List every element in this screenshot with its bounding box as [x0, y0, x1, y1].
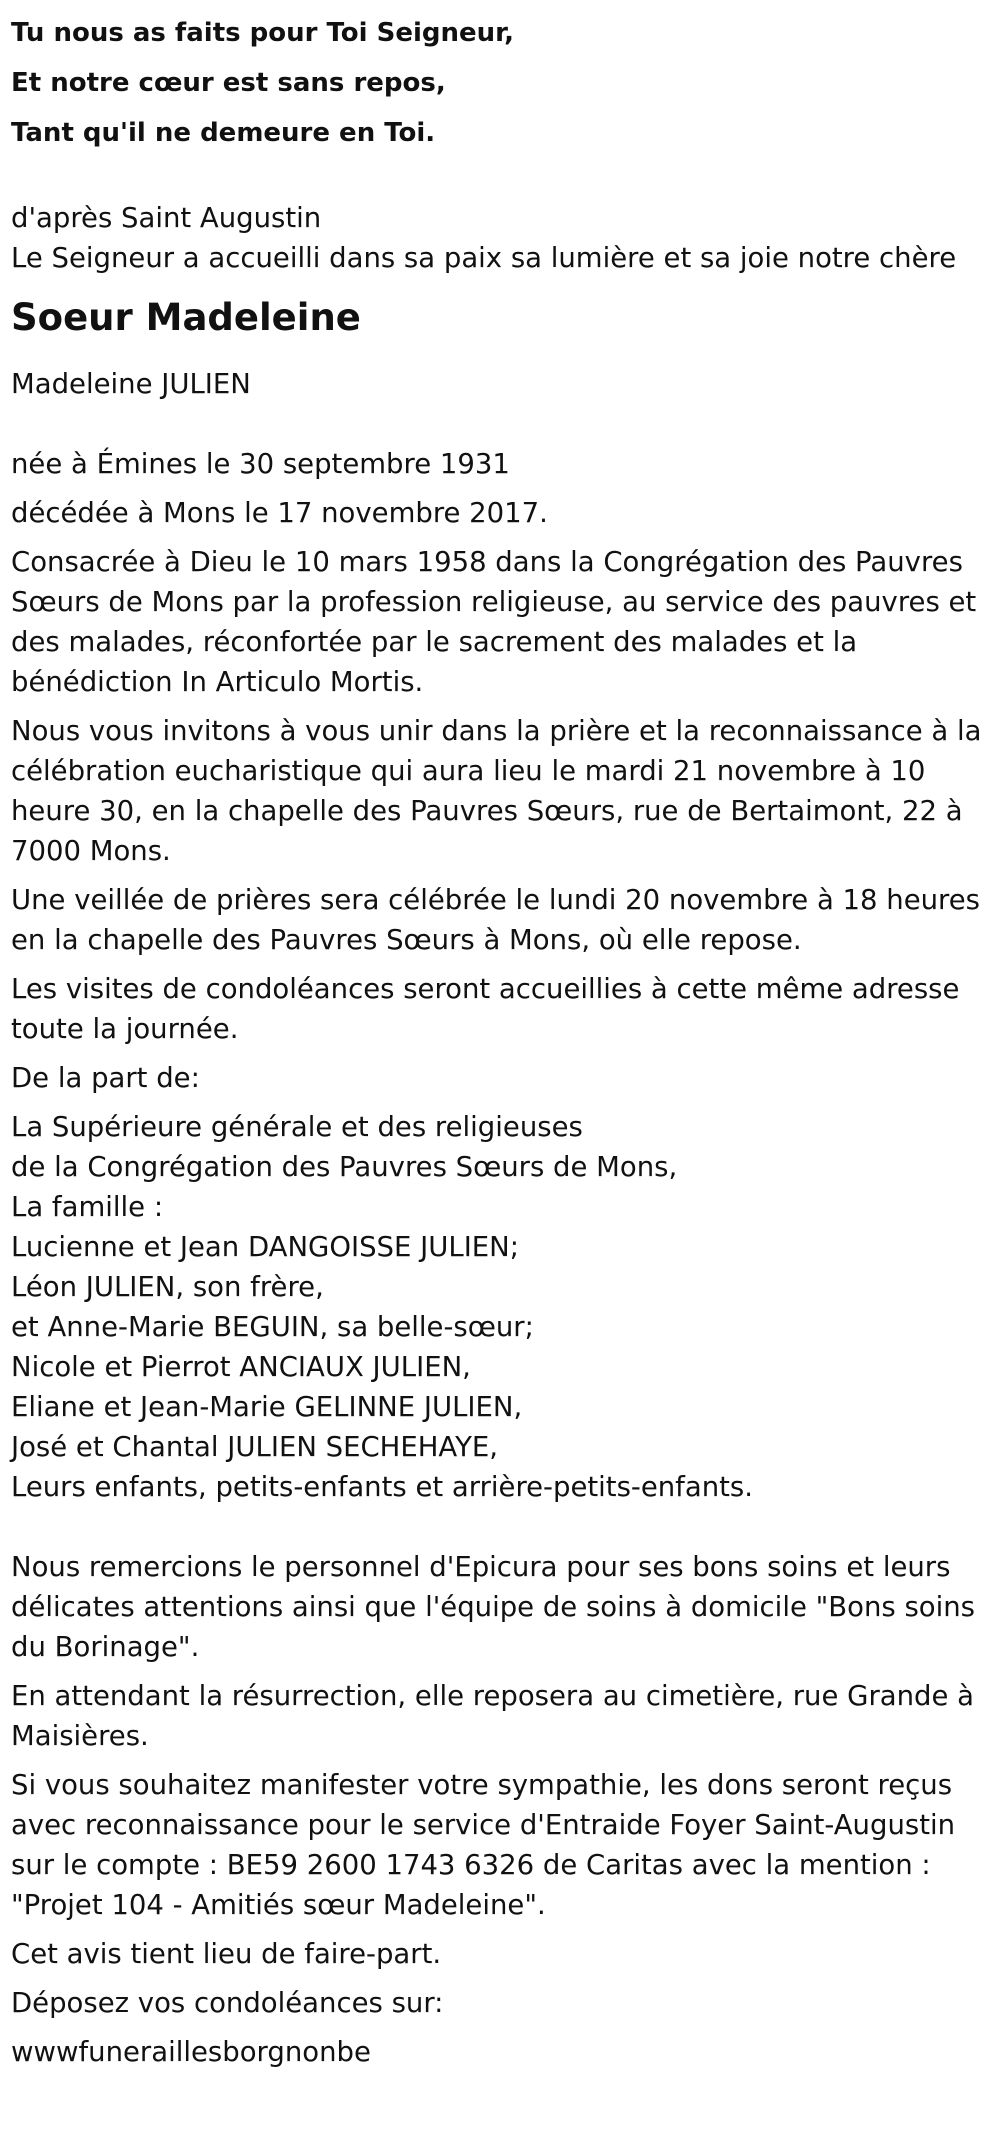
celebration-paragraph: Nous vous invitons à vous unir dans la prière et la reconnaissance à la célébration eucharistique qui aura lieu le mardi 21 novembre à 10 heure 30, en la chapelle des Pauvres Sœurs, rue de Bertaimont, 22 à 7000 Mons.: [11, 715, 982, 867]
family-line: Léon JULIEN, son frère,: [11, 1271, 324, 1303]
website-text: wwwfuneraillesborgnonbe: [11, 2036, 371, 2068]
epigraph-line-3: Tant qu'il ne demeure en Toi.: [11, 118, 436, 148]
family-line: José et Chantal JULIEN SECHEHAYE,: [11, 1431, 499, 1463]
vigil-paragraph: Une veillée de prières sera célébrée le lundi 20 novembre à 18 heures en la chapelle des Pauvres Sœurs à Mons, où elle repose.: [11, 884, 980, 956]
from-label: De la part de:: [11, 1062, 200, 1094]
family-line: Nicole et Pierrot ANCIAUX JULIEN,: [11, 1351, 471, 1383]
visits-paragraph: Les visites de condoléances seront accueillies à cette même adresse toute la journée.: [11, 973, 960, 1045]
family-line: et Anne-Marie BEGUIN, sa belle-sœur;: [11, 1311, 534, 1343]
spacer: [11, 1507, 991, 1547]
thanks-paragraph: Nous remercions le personnel d'Epicura pour ses bons soins et leurs délicates attentions ainsi que l'équipe de soins à domicile "Bons soins du Borinage".: [11, 1551, 976, 1663]
family-line: La famille :: [11, 1191, 164, 1223]
family-line: de la Congrégation des Pauvres Sœurs de Mons,: [11, 1151, 678, 1183]
condolences-label: Déposez vos condoléances sur:: [11, 1987, 444, 2019]
obituary-notice: [11, 8, 991, 2081]
birth-line: née à Émines le 30 septembre 1931: [11, 448, 510, 480]
epigraph-line-1: Tu nous as faits pour Toi Seigneur,: [11, 18, 515, 48]
notice-line: Cet avis tient lieu de faire-part.: [11, 1938, 442, 1970]
attribution: d'après Saint Augustin: [11, 202, 322, 234]
family-line: La Supérieure générale et des religieuses: [11, 1111, 583, 1143]
intro-text: Le Seigneur a accueilli dans sa paix sa lumière et sa joie notre chère: [11, 242, 957, 274]
family-line: Lucienne et Jean DANGOISSE JULIEN;: [11, 1231, 520, 1263]
spacer: [11, 158, 991, 198]
spacer: [11, 404, 991, 444]
burial-paragraph: En attendant la résurrection, elle reposera au cimetière, rue Grande à Maisières.: [11, 1680, 975, 1752]
consecration-paragraph: Consacrée à Dieu le 10 mars 1958 dans la Congrégation des Pauvres Sœurs de Mons par la profession religieuse, au service des pauvres et des malades, réconfortée par le sacrement des malades et la bénédiction In Articulo Mortis.: [11, 546, 977, 698]
epigraph: [11, 8, 991, 158]
family-list: [11, 1107, 991, 1507]
death-line: décédée à Mons le 17 novembre 2017.: [11, 497, 548, 529]
civil-name: Madeleine JULIEN: [11, 368, 251, 400]
donations-paragraph: Si vous souhaitez manifester votre sympathie, les dons seront reçus avec reconnaissance pour le service d'Entraide Foyer Saint-Augustin sur le compte : BE59 2600 1743 6326 de Caritas avec la mention : "Projet 104 - Amitiés sœur Madeleine".: [11, 1769, 956, 1921]
family-line: Leurs enfants, petits-enfants et arrière-petits-enfants.: [11, 1471, 753, 1503]
family-line: Eliane et Jean-Marie GELINNE JULIEN,: [11, 1391, 523, 1423]
deceased-title: Soeur Madeleine: [11, 296, 361, 339]
epigraph-line-2: Et notre cœur est sans repos,: [11, 68, 446, 98]
